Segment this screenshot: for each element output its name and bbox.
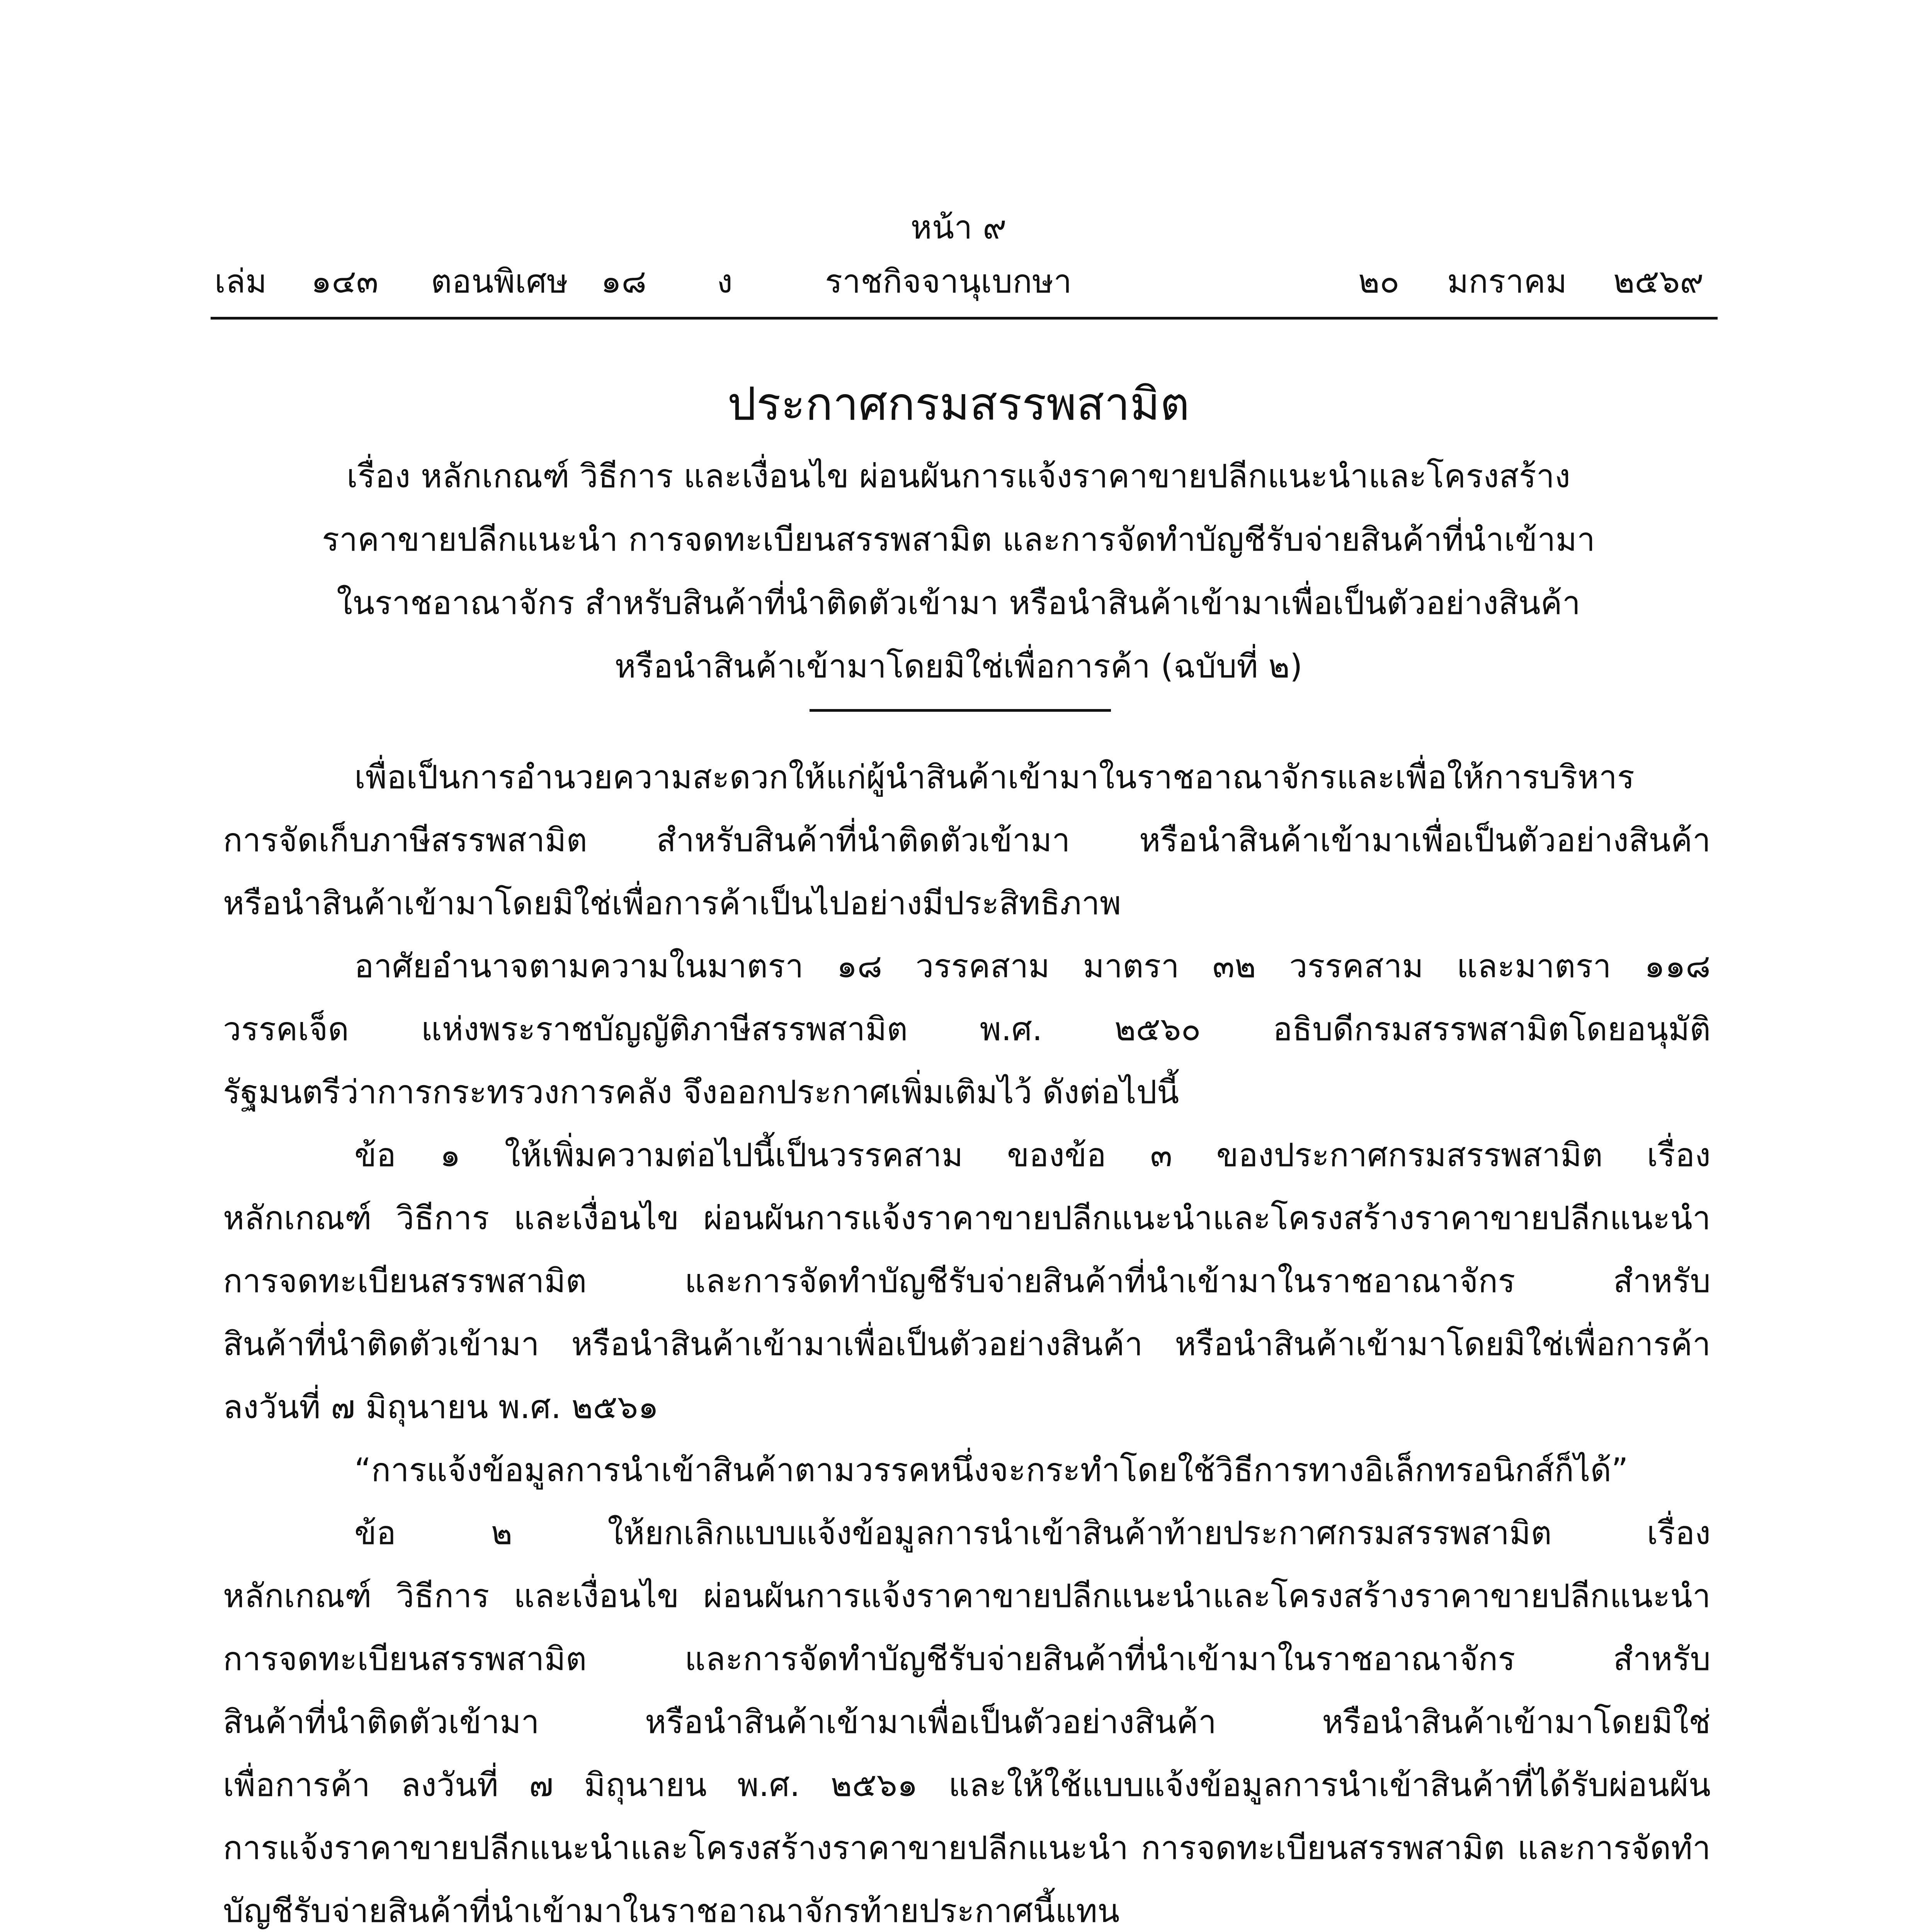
text-line: ข้อ ๒ ให้ยกเลิกแบบแจ้งข้อมูลการนำเข้าสินค้าท้ายประกาศกรมสรรพสามิต เรื่อง [354,1514,1711,1552]
section-letter: ง [717,262,733,300]
date-year: ๒๕๖๙ [1613,262,1704,300]
text-line: ข้อ ๑ ให้เพิ่มความต่อไปนี้เป็นวรรคสาม ของข้อ ๓ ของประกาศกรมสรรพสามิต เรื่อง [354,1136,1711,1174]
page-number: หน้า ๙ [910,208,1007,246]
text-line: รัฐมนตรีว่าการกระทรวงการคลัง จึงออกประกาศเพิ่มเติมไว้ ดังต่อไปนี้ [223,1073,1179,1111]
text-line: “การแจ้งข้อมูลการนำเข้าสินค้าตามวรรคหนึ่งจะกระทำโดยใช้วิธีการทางอิเล็กทรอนิกส์ก็ได้” [354,1451,1628,1489]
text-line: เพื่อเป็นการอำนวยความสะดวกให้แก่ผู้นำสินค้าเข้ามาในราชอาณาจักรและเพื่อให้การบริหาร [354,758,1635,796]
subject-line: ในราชอาณาจักร สำหรับสินค้าที่นำติดตัวเข้ามา หรือนำสินค้าเข้ามาเพื่อเป็นตัวอย่างสินค้า [337,584,1580,622]
text-line: การจดทะเบียนสรรพสามิต และการจัดทำบัญชีรับจ่ายสินค้าที่นำเข้ามาในราชอาณาจักร สำหรับ [223,1262,1711,1300]
text-line: สินค้าที่นำติดตัวเข้ามา หรือนำสินค้าเข้ามาเพื่อเป็นตัวอย่างสินค้า หรือนำสินค้าเข้ามาโดยมิใช่เพื่อการค้า [223,1325,1711,1363]
section-number: ๑๘ [601,262,647,300]
header-divider [211,317,1718,320]
text-line: วรรคเจ็ด แห่งพระราชบัญญัติภาษีสรรพสามิต พ.ศ. ๒๕๖๐ อธิบดีกรมสรรพสามิตโดยอนุมัติ [223,1010,1711,1048]
date-month: มกราคม [1447,262,1567,300]
title-divider [810,709,1111,712]
volume-number: ๑๔๓ [311,262,379,300]
announcement-title: ประกาศกรมสรรพสามิต [727,377,1190,430]
publication-name: ราชกิจจานุเบกษา [825,262,1072,300]
volume-label: เล่ม [214,262,267,300]
paragraph-preamble [223,746,1711,935]
text-line: เพื่อการค้า ลงวันที่ ๗ มิถุนายน พ.ศ. ๒๕๖๑ และให้ใช้แบบแจ้งข้อมูลการนำเข้าสินค้าที่ได้รับผ่อนผัน [223,1766,1711,1804]
section-label: ตอนพิเศษ [431,262,568,300]
gazette-header [214,255,1714,301]
text-line: อาศัยอำนาจตามความในมาตรา ๑๘ วรรคสาม มาตรา ๓๒ วรรคสาม และมาตรา ๑๑๘ [354,947,1711,985]
announcement-subject [0,444,1917,698]
subject-line: หรือนำสินค้าเข้ามาโดยมิใช่เพื่อการค้า (ฉบับที่ ๒) [614,647,1303,685]
text-line: การแจ้งราคาขายปลีกแนะนำและโครงสร้างราคาขายปลีกแนะนำ การจดทะเบียนสรรพสามิต และการจัดทำ [223,1829,1711,1867]
text-line: การจดทะเบียนสรรพสามิต และการจัดทำบัญชีรับจ่ายสินค้าที่นำเข้ามาในราชอาณาจักร สำหรับ [223,1640,1711,1678]
paragraph-clause-2 [223,1502,1711,1932]
text-line: หลักเกณฑ์ วิธีการ และเงื่อนไข ผ่อนผันการแจ้งราคาขายปลีกแนะนำและโครงสร้างราคาขายปลีกแนะนำ [223,1199,1711,1237]
text-line: หลักเกณฑ์ วิธีการ และเงื่อนไข ผ่อนผันการแจ้งราคาขายปลีกแนะนำและโครงสร้างราคาขายปลีกแนะนำ [223,1577,1711,1615]
date-day: ๒๐ [1358,262,1400,300]
text-line: การจัดเก็บภาษีสรรพสามิต สำหรับสินค้าที่นำติดตัวเข้ามา หรือนำสินค้าเข้ามาเพื่อเป็นตัวอย่างสินค้า [223,821,1711,859]
text-line: สินค้าที่นำติดตัวเข้ามา หรือนำสินค้าเข้ามาเพื่อเป็นตัวอย่างสินค้า หรือนำสินค้าเข้ามาโดยมิใช่ [223,1703,1711,1741]
text-line: บัญชีรับจ่ายสินค้าที่นำเข้ามาในราชอาณาจักรท้ายประกาศนี้แทน [223,1892,1120,1930]
text-line: หรือนำสินค้าเข้ามาโดยมิใช่เพื่อการค้าเป็นไปอย่างมีประสิทธิภาพ [223,884,1121,922]
text-line: ลงวันที่ ๗ มิถุนายน พ.ศ. ๒๕๖๑ [223,1388,659,1426]
subject-line: ราคาขายปลีกแนะนำ การจดทะเบียนสรรพสามิต และการจัดทำบัญชีรับจ่ายสินค้าที่นำเข้ามา [321,520,1596,558]
paragraph-clause-1 [223,1124,1711,1439]
paragraph-authority [223,935,1711,1124]
paragraph-quoted-text [223,1439,1711,1502]
subject-line: เรื่อง หลักเกณฑ์ วิธีการ และเงื่อนไข ผ่อนผันการแจ้งราคาขายปลีกแนะนำและโครงสร้าง [347,457,1570,495]
announcement-body [223,746,1711,1932]
